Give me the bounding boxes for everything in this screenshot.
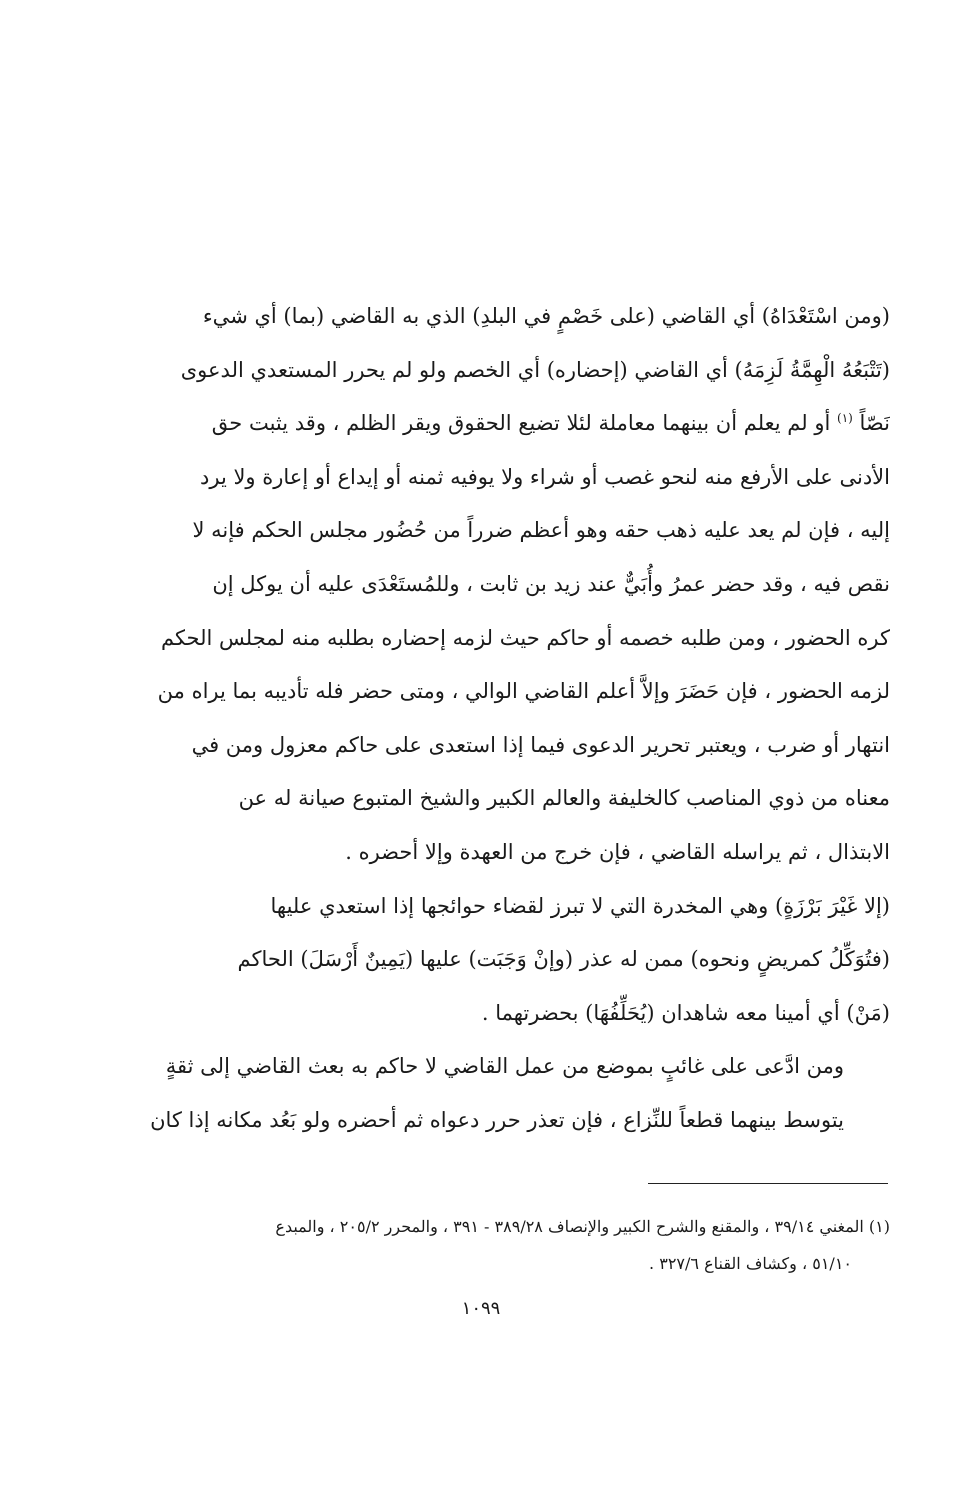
body-text [120,290,890,1148]
text-line: إليه ، فإن لم يعد عليه ذهب حقه وهو أعظم ضرراً من حُضُور مجلس الحكم فإنه لا [192,518,890,543]
text-line: نقص فيه ، وقد حضر عمرُ وأُبَيٌّ عند زيد بن ثابت ، وللمُستَعْدَى عليه أن يوكل إن [212,571,890,596]
text-line: كره الحضور ، ومن طلبه خصمه أو حاكم حيث لزمه إحضاره بطلبه منه لمجلس الحكم [160,625,890,650]
text-line: معناه من ذوي المناصب كالخليفة والعالم الكبير والشيخ المتبوع صيانة له عن [238,786,890,811]
text-line: لزمه الحضور ، فإن حَضَرَ وإلاَّ أعلم القاضي الوالي ، ومتى حضر فله تأديبه بما يراه من [157,679,890,704]
footnote-line: ٥١/١٠ ، وكشاف القناع ٣٢٧/٦ . [649,1254,852,1273]
text-line: (تَتْبَعُهُ الْهِمَّةُ لَزِمَهُ) أي القاضي (إحضاره) أي الخصم ولو لم يحرر المستعدي الدعوى [180,357,890,382]
paragraph-3 [120,1040,890,1147]
page-number: ١٠٩٩ [461,1298,501,1319]
footnote-line: (١) المغني ٣٩/١٤ ، والمقنع والشرح الكبير والإنصاف ٣٨٩/٢٨ - ٣٩١ ، والمحرر ٢٠٥/٢ ، والمبدع [275,1217,890,1236]
text-line: الأدنى على الأرفع منه لنحو غصب أو شراء ولا يوفيه ثمنه أو إيداع أو إعارة ولا يرد [200,464,890,489]
text-line: (ومن اسْتَعْدَاهُ) أي القاضي (على خَصْمٍ في البلدِ) الذي به القاضي (بما) أي شيء [202,304,890,328]
text-line-start: نَصّاً [859,411,890,436]
footnote-divider [648,1183,888,1184]
text-line: (فتُوَكِّلُ كمريضٍ ونحوه) ممن له عذر (وإنْ وَجَبَت) عليها (يَمِينٌ أَرْسَلَ) الحاكم [237,947,890,972]
text-line: يتوسط بينهما قطعاً للنِّزاع ، فإن تعذر حرر دعواه ثم أحضره ولو بَعُد مكانه إذا كان [150,1107,844,1132]
text-line: (مَنْ) أي أمينا معه شاهدان (يُحَلِّفُهَا) بحضرتهما . [481,1000,890,1025]
text-line: (إلا غَيْرَ بَرْزَةٍ) وهي المخدرة التي لا تبرز لقضاء حوائجها إذا استعدي عليها [270,893,890,918]
footnotes [120,1208,890,1282]
text-line: الابتذال ، ثم يراسله القاضي ، فإن خرج من العهدة وإلا أحضره . [345,839,890,864]
footnote-marker: (١) [837,411,853,426]
text-line: انتهار أو ضرب ، ويعتبر تحرير الدعوى فيما إذا استعدى على حاكم معزول ومن في [191,732,890,757]
paragraph-1 [120,290,890,880]
text-line: ومن ادَّعى على غائبٍ بموضع من عمل القاضي لا حاكم به بعث القاضي إلى ثقةٍ [165,1054,844,1079]
paragraph-2 [120,880,890,1041]
text-line [120,397,890,451]
text-line-rest: أو لم يعلم أن بينهما معاملة لئلا تضيع الحقوق ويقر الظلم ، وقد يثبت حق [211,411,831,436]
